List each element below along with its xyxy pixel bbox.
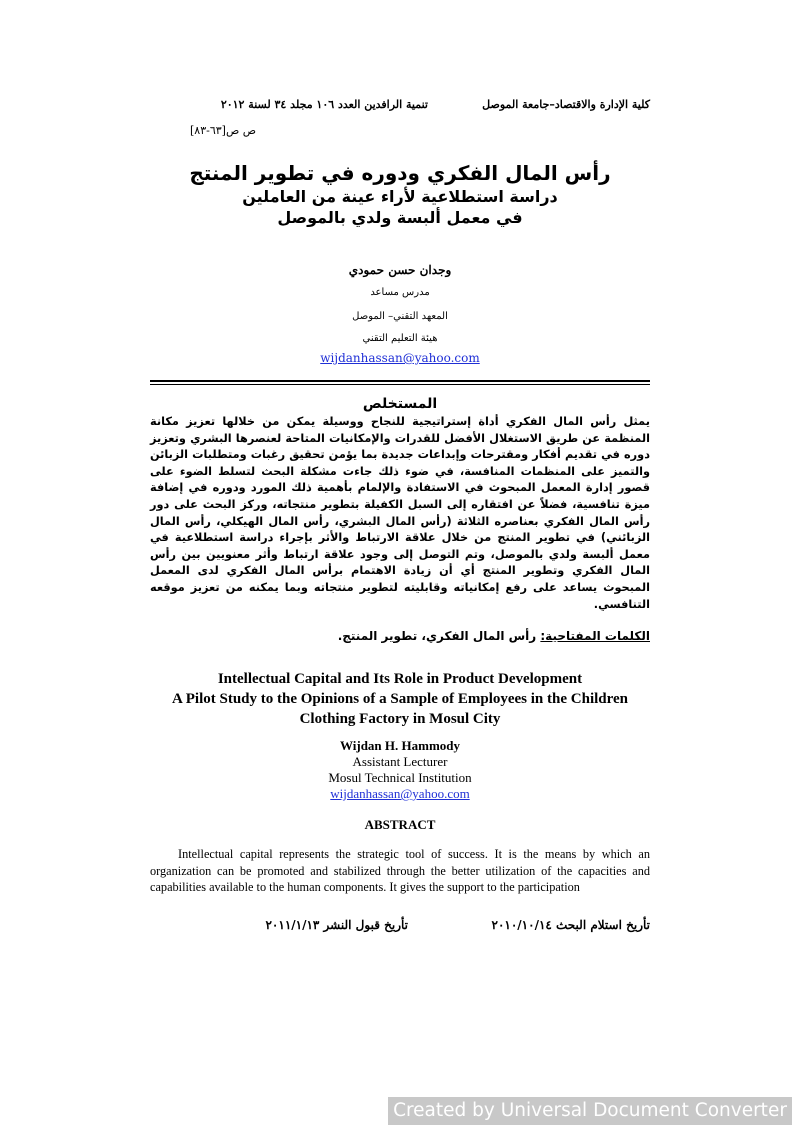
arabic-author-institution: المعهد التقني– الموصل <box>352 311 448 322</box>
english-author-institution: Mosul Technical Institution <box>328 770 472 785</box>
english-author-rank: Assistant Lecturer <box>352 754 448 769</box>
arabic-subtitle-line-2: في معمل ألبسة ولدي بالموصل <box>277 208 523 227</box>
english-abstract-text: Intellectual capital represents the strategic tool of success. It is the means by which an organization can be promoted and stabilized through the better utilization of the capacities and capabilities available to the human components. It gives the support to the participation <box>150 847 650 895</box>
arabic-title: رأس المال الفكري ودوره في تطوير المنتج <box>189 161 611 185</box>
arabic-author-rank: مدرس مساعد <box>370 287 430 298</box>
english-title-block <box>130 669 670 729</box>
arabic-subtitle-line-1: دراسة استطلاعية لأراء عينة من العاملين <box>242 187 558 206</box>
english-title-line-2: A Pilot Study to the Opinions of a Sample of Employees in the Children <box>171 691 629 707</box>
arabic-keywords <box>150 629 650 643</box>
section-divider-thin <box>150 384 650 385</box>
arabic-keywords-label: الكلمات المفتاحية: <box>540 629 650 643</box>
converter-watermark: Created by Universal Document Converter <box>388 1097 792 1125</box>
journal-header: تنمية الرافدين العدد ١٠٦ مجلد ٣٤ لسنة ٢٠١٢ <box>220 98 428 111</box>
arabic-abstract-text: يمثل رأس المال الفكري أداة إستراتيجية للنجاح ووسيلة يمكن من خلالها تعزيز مكانة المنظمة عن طريق الاستغلال الأفضل للقدرات والإمكانيات المتاحة لعنصرها البشري وتعزيز دوره في تقديم أفكار ومقترحات وإبداعات جديدة بما يؤمن تحقيق رغبات ومتطلبات الزبائن والتميز على المنظمات المنافسة، في ضوء ذلك جاءت مشكلة البحث لتسلط الضوء على قصور إدارة المعمل المبحوث في الاستفادة والإلمام بأهمية ذلك المورد ودوره في إضافة ميزة تنافسية، فضلاً عن افتقاره إلى السبل الكفيلة بتطوير منتجاته، وركز البحث على دور رأس المال الفكري بعناصره الثلاثة (رأس المال البشري، رأس المال الهيكلي، رأس المال الزبائني) في تطوير المنتج من خلال علاقة الارتباط والأثر بإجراء دراسة استطلاعية في معمل ألبسة ولدي بالموصل، وتم التوصل إلى وجود علاقة ارتباط وأثر معنويين بين رأس المال الفكري وتطوير المنتج أي أن زيادة الاهتمام برأس المال الفكري لدى المعمل المبحوث يساعد على رفع إمكانياته وقابليته لتطوير منتجاته وبما يمكنه من تعزيز موقعه التنافسي. <box>150 415 650 611</box>
section-divider-thick <box>150 380 650 382</box>
arabic-title-block <box>150 160 650 228</box>
english-abstract-heading: ABSTRACT <box>364 817 436 832</box>
english-title-line-1: Intellectual Capital and Its Role in Product Development <box>217 671 583 687</box>
received-date: تأريخ استلام البحث ٢٠١٠/١٠/١٤ <box>491 918 650 932</box>
arabic-author-name: وجدان حسن حمودي <box>348 263 452 277</box>
english-title-line-3: Clothing Factory in Mosul City <box>299 711 501 727</box>
arabic-author-body: هيئة التعليم التقني <box>362 333 438 344</box>
arabic-author-email-link[interactable]: wijdanhassan@yahoo.com <box>320 351 480 365</box>
page-range: ص ص[٦٣-٨٣] <box>190 124 257 137</box>
english-author-name: Wijdan H. Hammody <box>339 738 461 753</box>
english-author-email-link[interactable]: wijdanhassan@yahoo.com <box>330 786 470 801</box>
arabic-abstract-heading: المستخلص <box>362 396 438 412</box>
arabic-keywords-list: رأس المال الفكري، تطوير المنتج. <box>337 629 541 643</box>
faculty-header: كلية الإدارة والاقتصاد–جامعة الموصل <box>482 98 650 111</box>
accepted-date: تأريخ قبول النشر ٢٠١١/١/١٣ <box>265 918 408 932</box>
